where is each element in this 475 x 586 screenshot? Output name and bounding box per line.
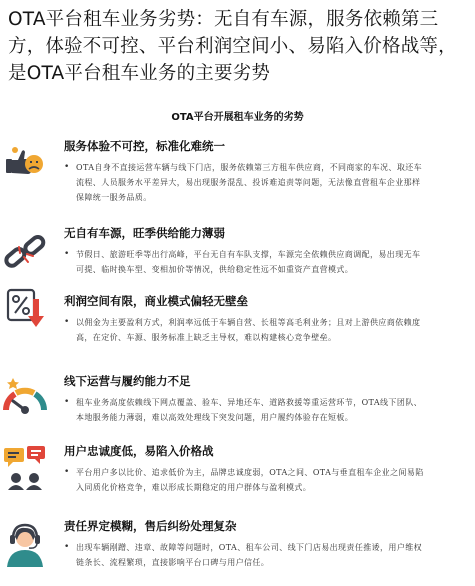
item-title: 责任界定模糊，售后纠纷处理复杂 bbox=[64, 519, 237, 533]
bullet-icon: • bbox=[64, 317, 70, 327]
bullet-icon: • bbox=[64, 162, 70, 172]
item-body-text: 平台用户多以比价、追求低价为主，品牌忠诚度弱，OTA之间、OTA与垂直租车企业之间易陷入同质化价格竞争，难以形成长期稳定的用户群体与盈利模式。 bbox=[76, 468, 424, 492]
headline: OTA平台租车业务劣势：无自有车源，服务依赖第三方，体验不可控、平台利润空间小、易陷入价格战等，是OTA平台租车业务的主要劣势 bbox=[8, 9, 457, 84]
subtitle: OTA平台开展租车业务的劣势 bbox=[171, 112, 304, 123]
item-body-text: 节假日、旅游旺季等出行高峰，平台无自有车队支撑，车源完全依赖供应商调配，易出现无车可提、临时换车型、变相加价等情况，供给稳定性远不如重资产直营模式。 bbox=[76, 250, 421, 274]
item-body-text: OTA自身不直接运营车辆与线下门店，服务依赖第三方租车供应商，不同商家的车况、取还车流程、人员服务水平差异大，易出现服务混乱、投诉难追责等问题，无法像直营租车企业那样保障统一服务品质。 bbox=[76, 163, 423, 202]
list-item-no-own-fleet bbox=[54, 226, 424, 277]
item-body bbox=[54, 395, 424, 425]
item-body-text: 租车业务高度依赖线下网点覆盖、验车、异地还车、道路救援等重运营环节，OTA线下团队、本地服务能力薄弱，难以高效处理线下突发问题，用户履约体验存在短板。 bbox=[76, 398, 423, 422]
bullet-icon: • bbox=[64, 542, 70, 552]
item-body-text: 以佣金为主要盈利方式，利润率远低于车辆自营、长租等高毛利业务；且对上游供应商依赖度高，在定价、车源、服务标准上缺乏主导权，难以构建核心竞争壁垒。 bbox=[76, 318, 421, 342]
percent-down-icon bbox=[0, 282, 50, 332]
item-title: 利润空间有限，商业模式偏轻无壁垒 bbox=[64, 294, 248, 308]
list-item-responsibility bbox=[54, 519, 424, 570]
gauge-icon bbox=[0, 372, 50, 422]
bullet-icon: • bbox=[64, 249, 70, 259]
bullet-icon: • bbox=[64, 397, 70, 407]
bullet-icon: • bbox=[64, 467, 70, 477]
item-body-text: 出现车辆剐蹭、违章、故障等问题时，OTA、租车公司、线下门店易出现责任推诿，用户维权链条长、流程繁琐，直接影响平台口碑与用户信任。 bbox=[76, 543, 423, 567]
item-body bbox=[54, 465, 424, 495]
item-body bbox=[54, 540, 424, 570]
item-title: 无自有车源，旺季供给能力薄弱 bbox=[64, 226, 225, 240]
item-title: 线下运营与履约能力不足 bbox=[64, 374, 191, 388]
item-body bbox=[54, 315, 424, 345]
list-item-limited-profit bbox=[54, 294, 424, 345]
chat-bubbles-icon bbox=[0, 440, 50, 490]
broken-chain-icon bbox=[0, 228, 50, 278]
list-item-user-loyalty bbox=[54, 444, 424, 495]
item-body bbox=[54, 160, 424, 205]
item-body bbox=[54, 247, 424, 277]
support-agent-icon bbox=[0, 517, 50, 567]
thumbs-up-down-icon bbox=[0, 141, 50, 191]
list-item-offline-operations bbox=[54, 374, 424, 425]
item-title: 服务体验不可控，标准化难统一 bbox=[64, 139, 225, 153]
item-title: 用户忠诚度低，易陷入价格战 bbox=[64, 444, 214, 458]
list-item-service-experience bbox=[54, 139, 424, 205]
